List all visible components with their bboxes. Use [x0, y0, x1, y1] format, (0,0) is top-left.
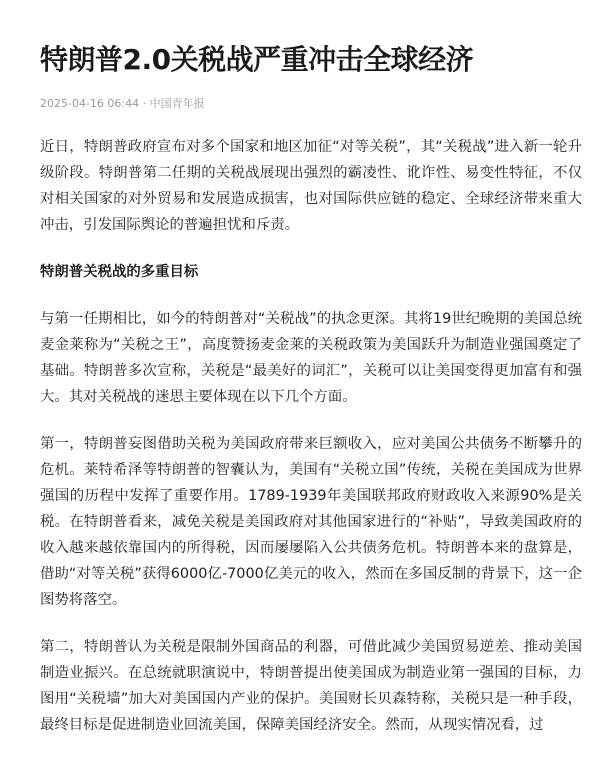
article-body — [40, 134, 582, 738]
article — [40, 0, 582, 759]
paragraph-3: 第一，特朗普妄图借助关税为美国政府带来巨额收入，应对美国公共债务不断攀升的危机。莱特希泽等特朗普的智囊认为，美国有“关税立国”传统，关税在美国成为世界强国的历程中发挥了重要作用。1789-1939年美国联邦政府财政收入来源90%是关税。在特朗普看来，减免关税是美国政府对其他国家进行的“补贴”，导致美国政府的收入越来越依靠国内的所得税，因而屡屡陷入公共债务危机。特朗普本来的盘算是，借助“对等关税”获得6000亿-7000亿美元的收入，然而在多国反制的背景下，这一企图势将落空。 — [40, 436, 582, 608]
paragraph-4: 第二，特朗普认为关税是限制外国商品的利器，可借此减少美国贸易逆差、推动美国制造业振兴。在总统就职演说中，特朗普提出使美国成为制造业第一强国的目标，力图用“关税墙”加大对美国国内产业的保护。美国财长贝森特称，关税只是一种手段，最终目标是促进制造业回流美国，保障美国经济安全。然而，从现实情况看，过 — [40, 639, 582, 733]
article-meta: 2025-04-16 06:44 · 中国青年报 — [40, 97, 205, 110]
paragraph-2: 与第一任期相比，如今的特朗普对“关税战”的执念更深。其将19世纪晚期的美国总统麦金莱称为“关税之王”，高度赞扬麦金莱的关税政策为美国跃升为制造业强国奠定了基础。特朗普多次宣称，关税是“最美好的词汇”，关税可以让美国变得更加富有和强大。其对关税战的迷思主要体现在以下几个方面。 — [40, 311, 582, 405]
article-title: 特朗普2.0关税战严重冲击全球经济 — [40, 43, 474, 76]
section-heading: 特朗普关税战的多重目标 — [40, 264, 199, 280]
paragraph-intro: 近日，特朗普政府宣布对多个国家和地区加征“对等关税”，其“关税战”进入新一轮升级阶段。特朗普第二任期的关税战展现出强烈的霸凌性、讹诈性、易变性特征，不仅对相关国家的对外贸易和发展造成损害，也对国际供应链的稳定、全球经济带来重大冲击，引发国际舆论的普遍担忧和斥责。 — [40, 139, 582, 233]
